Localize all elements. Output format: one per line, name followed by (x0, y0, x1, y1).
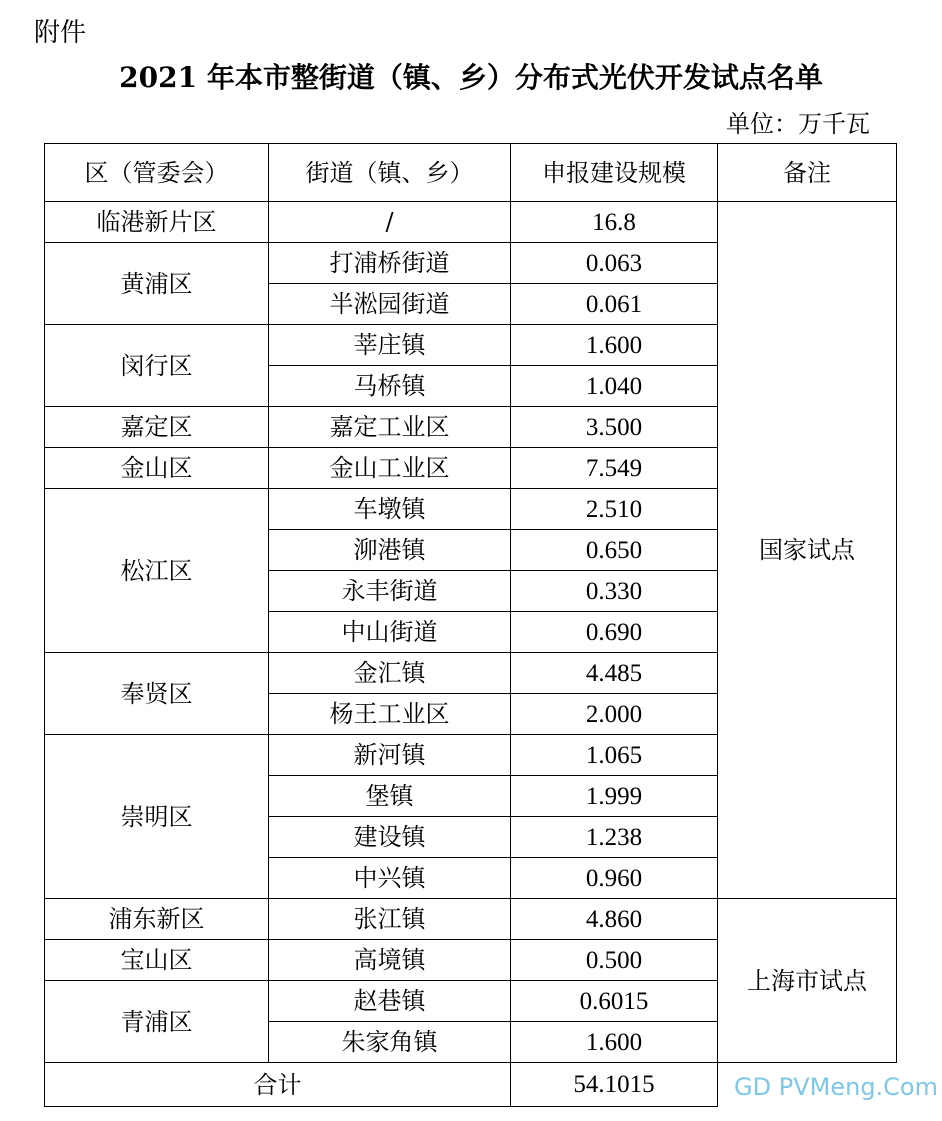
district-cell: 崇明区 (45, 735, 269, 899)
district-cell: 松江区 (45, 489, 269, 653)
district-cell: 浦东新区 (45, 899, 269, 940)
street-cell: 张江镇 (269, 899, 511, 940)
street-cell: 车墩镇 (269, 489, 511, 530)
scale-cell: 0.960 (511, 858, 718, 899)
district-cell: 嘉定区 (45, 407, 269, 448)
street-cell: 半淞园街道 (269, 284, 511, 325)
total-label: 合计 (45, 1063, 511, 1107)
scale-cell: 0.063 (511, 243, 718, 284)
scale-cell: 16.8 (511, 202, 718, 243)
table-row (45, 899, 897, 940)
scale-cell: 4.485 (511, 653, 718, 694)
street-cell: 高境镇 (269, 940, 511, 981)
scale-cell: 7.549 (511, 448, 718, 489)
scale-cell: 1.999 (511, 776, 718, 817)
document-title: 2021 年本市整街道（镇、乡）分布式光伏开发试点名单 (119, 61, 823, 94)
street-cell: 中兴镇 (269, 858, 511, 899)
scale-cell: 2.000 (511, 694, 718, 735)
table-header-row (45, 144, 897, 202)
scale-cell: 0.650 (511, 530, 718, 571)
scale-cell: 0.330 (511, 571, 718, 612)
attachment-label: 附件 (34, 18, 87, 48)
street-cell: / (269, 202, 511, 243)
district-cell: 闵行区 (45, 325, 269, 407)
pilot-list-table (44, 143, 897, 1107)
scale-cell: 0.6015 (511, 981, 718, 1022)
scale-cell: 0.500 (511, 940, 718, 981)
watermark-text: GD PVMeng.Com (734, 1073, 938, 1101)
district-cell: 临港新片区 (45, 202, 269, 243)
scale-cell: 1.065 (511, 735, 718, 776)
street-cell: 莘庄镇 (269, 325, 511, 366)
street-cell: 永丰街道 (269, 571, 511, 612)
scale-cell: 0.061 (511, 284, 718, 325)
scale-cell: 1.238 (511, 817, 718, 858)
scale-cell: 2.510 (511, 489, 718, 530)
street-cell: 金汇镇 (269, 653, 511, 694)
unit-label: 单位：万千瓦 (726, 110, 870, 138)
street-cell: 堡镇 (269, 776, 511, 817)
district-cell: 青浦区 (45, 981, 269, 1063)
district-cell: 黄浦区 (45, 243, 269, 325)
header-remark: 备注 (718, 144, 897, 202)
remark-cell-shanghai: 上海市试点 (718, 899, 897, 1063)
scale-cell: 1.600 (511, 1022, 718, 1063)
street-cell: 建设镇 (269, 817, 511, 858)
street-cell: 嘉定工业区 (269, 407, 511, 448)
district-cell: 宝山区 (45, 940, 269, 981)
street-cell: 泖港镇 (269, 530, 511, 571)
header-street: 街道（镇、乡） (269, 144, 511, 202)
header-district: 区（管委会） (45, 144, 269, 202)
scale-cell: 1.600 (511, 325, 718, 366)
street-cell: 金山工业区 (269, 448, 511, 489)
scale-cell: 4.860 (511, 899, 718, 940)
district-cell: 金山区 (45, 448, 269, 489)
street-cell: 打浦桥街道 (269, 243, 511, 284)
total-value: 54.1015 (511, 1063, 718, 1107)
street-cell: 朱家角镇 (269, 1022, 511, 1063)
street-cell: 马桥镇 (269, 366, 511, 407)
street-cell: 新河镇 (269, 735, 511, 776)
street-cell: 中山街道 (269, 612, 511, 653)
scale-cell: 0.690 (511, 612, 718, 653)
table-row (45, 202, 897, 243)
scale-cell: 1.040 (511, 366, 718, 407)
header-scale: 申报建设规模 (511, 144, 718, 202)
scale-cell: 3.500 (511, 407, 718, 448)
district-cell: 奉贤区 (45, 653, 269, 735)
street-cell: 赵巷镇 (269, 981, 511, 1022)
remark-cell-national: 国家试点 (718, 202, 897, 899)
street-cell: 杨王工业区 (269, 694, 511, 735)
